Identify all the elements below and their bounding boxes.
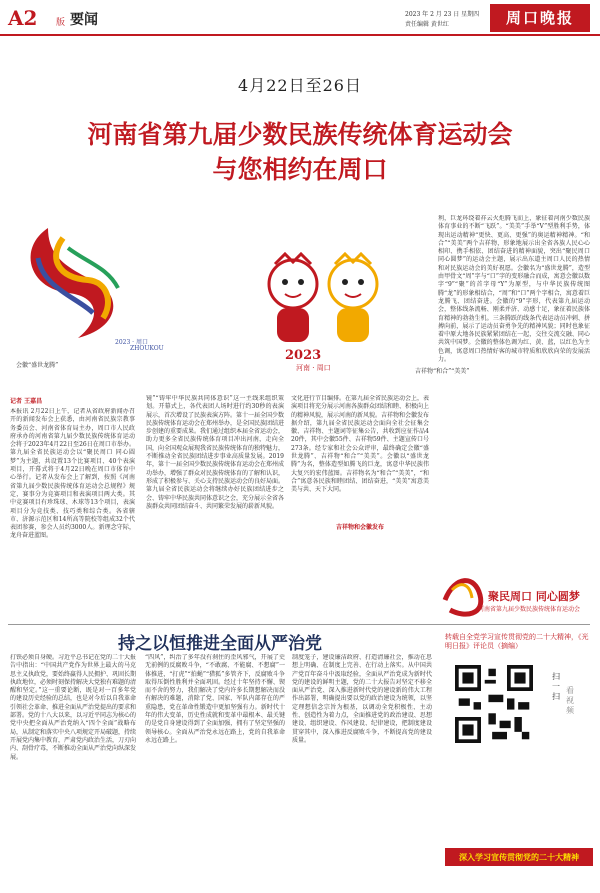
article-title-line-1: 河南省第九届少数民族传统体育运动会 — [87, 120, 513, 149]
badge-event-name: 河南省第九届少数民族传统体育运动会 — [478, 606, 581, 613]
badge-slogan: 聚民周口 同心圆梦 — [488, 590, 580, 603]
article-byline: 记者 王嘉昌 — [10, 398, 43, 405]
newspaper-logo: 周口晚报 — [490, 4, 590, 32]
emblem-wordmark: 2023 · 周口 — [115, 339, 148, 346]
page-number: A2 — [8, 6, 38, 30]
article-column-1: 本报讯 2月22日上午，记者从省政府新闻办召开的新闻发布会上获悉，由河南省民族宗教事务委员会、河南省体育局主办，周口市人民政府承办的河南省第九届少数民族传统体育运动会将于2023年4月22日至26日在周口市举办。第九届全省民族运动会以“聚民周口 同心圆梦”为主题，共设置13个比赛项目、40个表演项目，开幕式将于4月22日晚在周口市体育中心举行。记者从发布会上了解到，按照《河南省第九届少数民族传统体育运动会总规程》规定，赛事分为竞赛项目和表演项目两大类。其中竞赛项目有珍珠球、木球等13个项目，表演项目分为竞技类、技巧类和综合类。各省辖市、济源示范区和14所高等院校等组成32个代表团参赛，参会人员约3000人。新理念守际，龙舟奋进蓝图。 — [10, 408, 135, 540]
emblem-english-wordmark: ZHOUKOU — [130, 345, 164, 352]
emblem-caption: 会徽“盛世龙腾” — [16, 362, 59, 369]
article2-column-2: “四风”，纠治了多年没有刹住的歪风邪气，开展了史无前例的反腐败斗争，“不敢腐、不能腐、不想腐”一体推进，“打虎”“拍蝇”“猎狐”多管齐下，反腐败斗争取得压倒性胜利并全面巩固。经过十年坚持不懈、锲而不舍的努力，我们解决了党内许多长期想解决而没有解决的难题，消除了党、国家、军队内部存在的严重隐患，党在革命性锻造中更加坚强有力。新时代十年的伟大变革，历史性成就和变革中最根本、最关键的是党自身建设得到了全面加强，拥有了坚定坚强的领导核心。全面从严治党永远在路上，党的自我革命永远在路上。 — [145, 654, 285, 744]
qr-video-label: 看视频 — [566, 686, 574, 715]
article2-column-1: 打铁必须自身硬。习近平总书记在党的二十大报告中指出：“中国共产党作为世界上最大的马克思主义执政党，要始终赢得人民拥护、巩固长期执政地位，必须时刻保持解决大党独有难题的清醒和坚定。”这一重要论断，既是对一百多年党的建设历史经验的总结，也是对今后以自我革命引领社会革命、推进全面从严治党提出的要求和部署。党的十八大以来，以习近平同志为核心的党中央把全面从严治党纳入“四个全面”战略布局，从制定和落实中央八项规定开局破题，持续开展党内集中教育，严肃党内政治生活，刀刃向内、刮骨疗毒，不断推动全面从严治党向纵深发展。 — [10, 654, 136, 761]
article-title-line-2: 与您相约在周口 — [212, 155, 388, 184]
mascots-image — [255, 244, 390, 352]
games-emblem-image — [8, 218, 218, 353]
article-column-2: 镜”“铸牢中华民族共同体意识”这一主线来组织策划。开幕式上，各代表团人场时进行约30秒的表演展示，首次增设了民族表演方阵。第十一届全国少数民族传统体育运动会在郑州举办，是全国民族团结进步创建的重要成果。我们通过组织本届全省运动会，助力更多全省民族传统体育项目冲出河南，走向全国，向全国观众展现我省民族传统体育的独特魅力，不断推动全省民族团结进步事业高质量发展。2019年，第十一届全国少数民族传统体育运动会在郑州成功举办，增强了群众对民族传统体育的了解和认识，形成了积极参与、关心支持民族运动会的良好局面。第九届全省民族运动会将继续办好民族团结进步之会、铸牢中华民族共同体意识之会，充分展示全省各族群众共同团结奋斗、共同繁荣发展的崭新风貌。 — [146, 395, 284, 510]
editor-credit: 责任编辑 黄世红 — [405, 21, 449, 28]
article-column-4: 利，巨龙环绕着祥云火炬腾飞而上，象征着河南少数民族体育事业的不断“飞跃”。“美美”手举“V”型胜利手势，体现出运动精神“更快、更高、更强”的奥运精神精神。“和合”“美美”两个吉祥物，形象地展示出全省各族人民心心相印、携手相依、团结奋进的精神面貌，突出“聚民周口 同心圆梦”的运动会主题，展示出东道主周口人民的热情和对民族运动会的美好祝愿。会徽名为“盛世龙腾”，造型由甲骨文“周”字与“口”字的变形融合而成，寓意会徽以数字“9”“聚”的首字母“Y”为原型，与中华民族传统图腾“龙”的形象相结合，“周”和“口”两个字相合，寓意着巨龙腾飞、团结奋进。会徽的“9”字形，代表第九届运动会，整体线条流畅、刚柔并济、动感十足，象征着民族体育精神的勃勃生机。三条腾跃的线条代表运动员冲刺、拼搏向前，展示了运动员奋勇争先的精神风貌；同时也象征着中原大地各民族紧紧团结在一起，交往交流交融、同心共筑中国梦。会徽的整体色调为红、黄、蓝，以红色为主色调，寓意周口热情好客的城市特质和欣欣向荣的发展活力。 — [438, 215, 590, 364]
article-subhead: 4月22日至26日 — [238, 76, 362, 95]
issue-date: 2023 年 2 月 23 日 星期四 — [405, 11, 480, 18]
header-rule — [0, 34, 600, 36]
mascot-year: 2023 — [285, 348, 322, 363]
article-column-3: 文化进行节目编排。在第九届全省民族运动会上，表演项目将充分展示河南各族群众团结和睦、积极向上的精神风貌，展示河南的新风貌。吉祥物和会徽发布 据介绍，第九届全省民族运动会面向全社会征集会徽、吉祥物、主题词等征集公告，共收到应征作品420件，其中会徽55件、吉祥物59件、主题宣传口号273条。经专家和社会公众评审，最终确定会徽“盛世龙腾”、吉祥物“和合”“美美”。会徽以“盛世龙腾”为名，整体造型如腾飞的巨龙，寓意中华民族伟大复兴的宏伟蓝图。吉祥物名为“和合”“美美”，“和合”寓意各民族和睦团结、团结奋进，“美美”寓意美美与共、天下大同。 — [291, 395, 429, 494]
campaign-banner: 深入学习宣传贯彻党的二十大精神 — [445, 848, 593, 866]
qr-scan-label: 扫一扫 — [552, 672, 560, 701]
mascot-place: 河南 · 周口 — [296, 364, 331, 372]
qr-code-icon[interactable] — [455, 665, 533, 743]
section-divider — [8, 624, 590, 625]
article2-column-3: 制度笼子，建设廉洁政府、打造清廉社会，推动在思想上明确、在制度上完善、在行动上落实。从中国共产党百年奋斗中汲取经验，全面从严治党成为新时代党的建设的鲜明主题，党的二十大报告对坚定不移全面从严治党、深入推进新时代党的建设新的伟大工程作出部署，明确提出要以党的政治建设为统领，以坚定理想信念宗旨为根基，以调动全党积极性、主动性、创造性为着力点，全面推进党的政治建设、思想建设、组织建设、作风建设、纪律建设，把制度建设贯穿其中，深入推进反腐败斗争，不断提高党的建设质量。 — [292, 654, 432, 744]
article2-source-line: 转载自全党学习宣传贯彻党的二十大精神，《光明日报》评论员（摘编） — [445, 633, 589, 650]
page-ban-label: 版 — [56, 18, 66, 28]
mascot-caption: 吉祥物“和合”“美美” — [415, 368, 470, 375]
section-name: 要闻 — [70, 12, 98, 28]
column-subheading: 吉祥物和会徽发布 — [335, 524, 384, 531]
article2-title: 持之以恒推进全面从严治党 — [118, 634, 322, 654]
